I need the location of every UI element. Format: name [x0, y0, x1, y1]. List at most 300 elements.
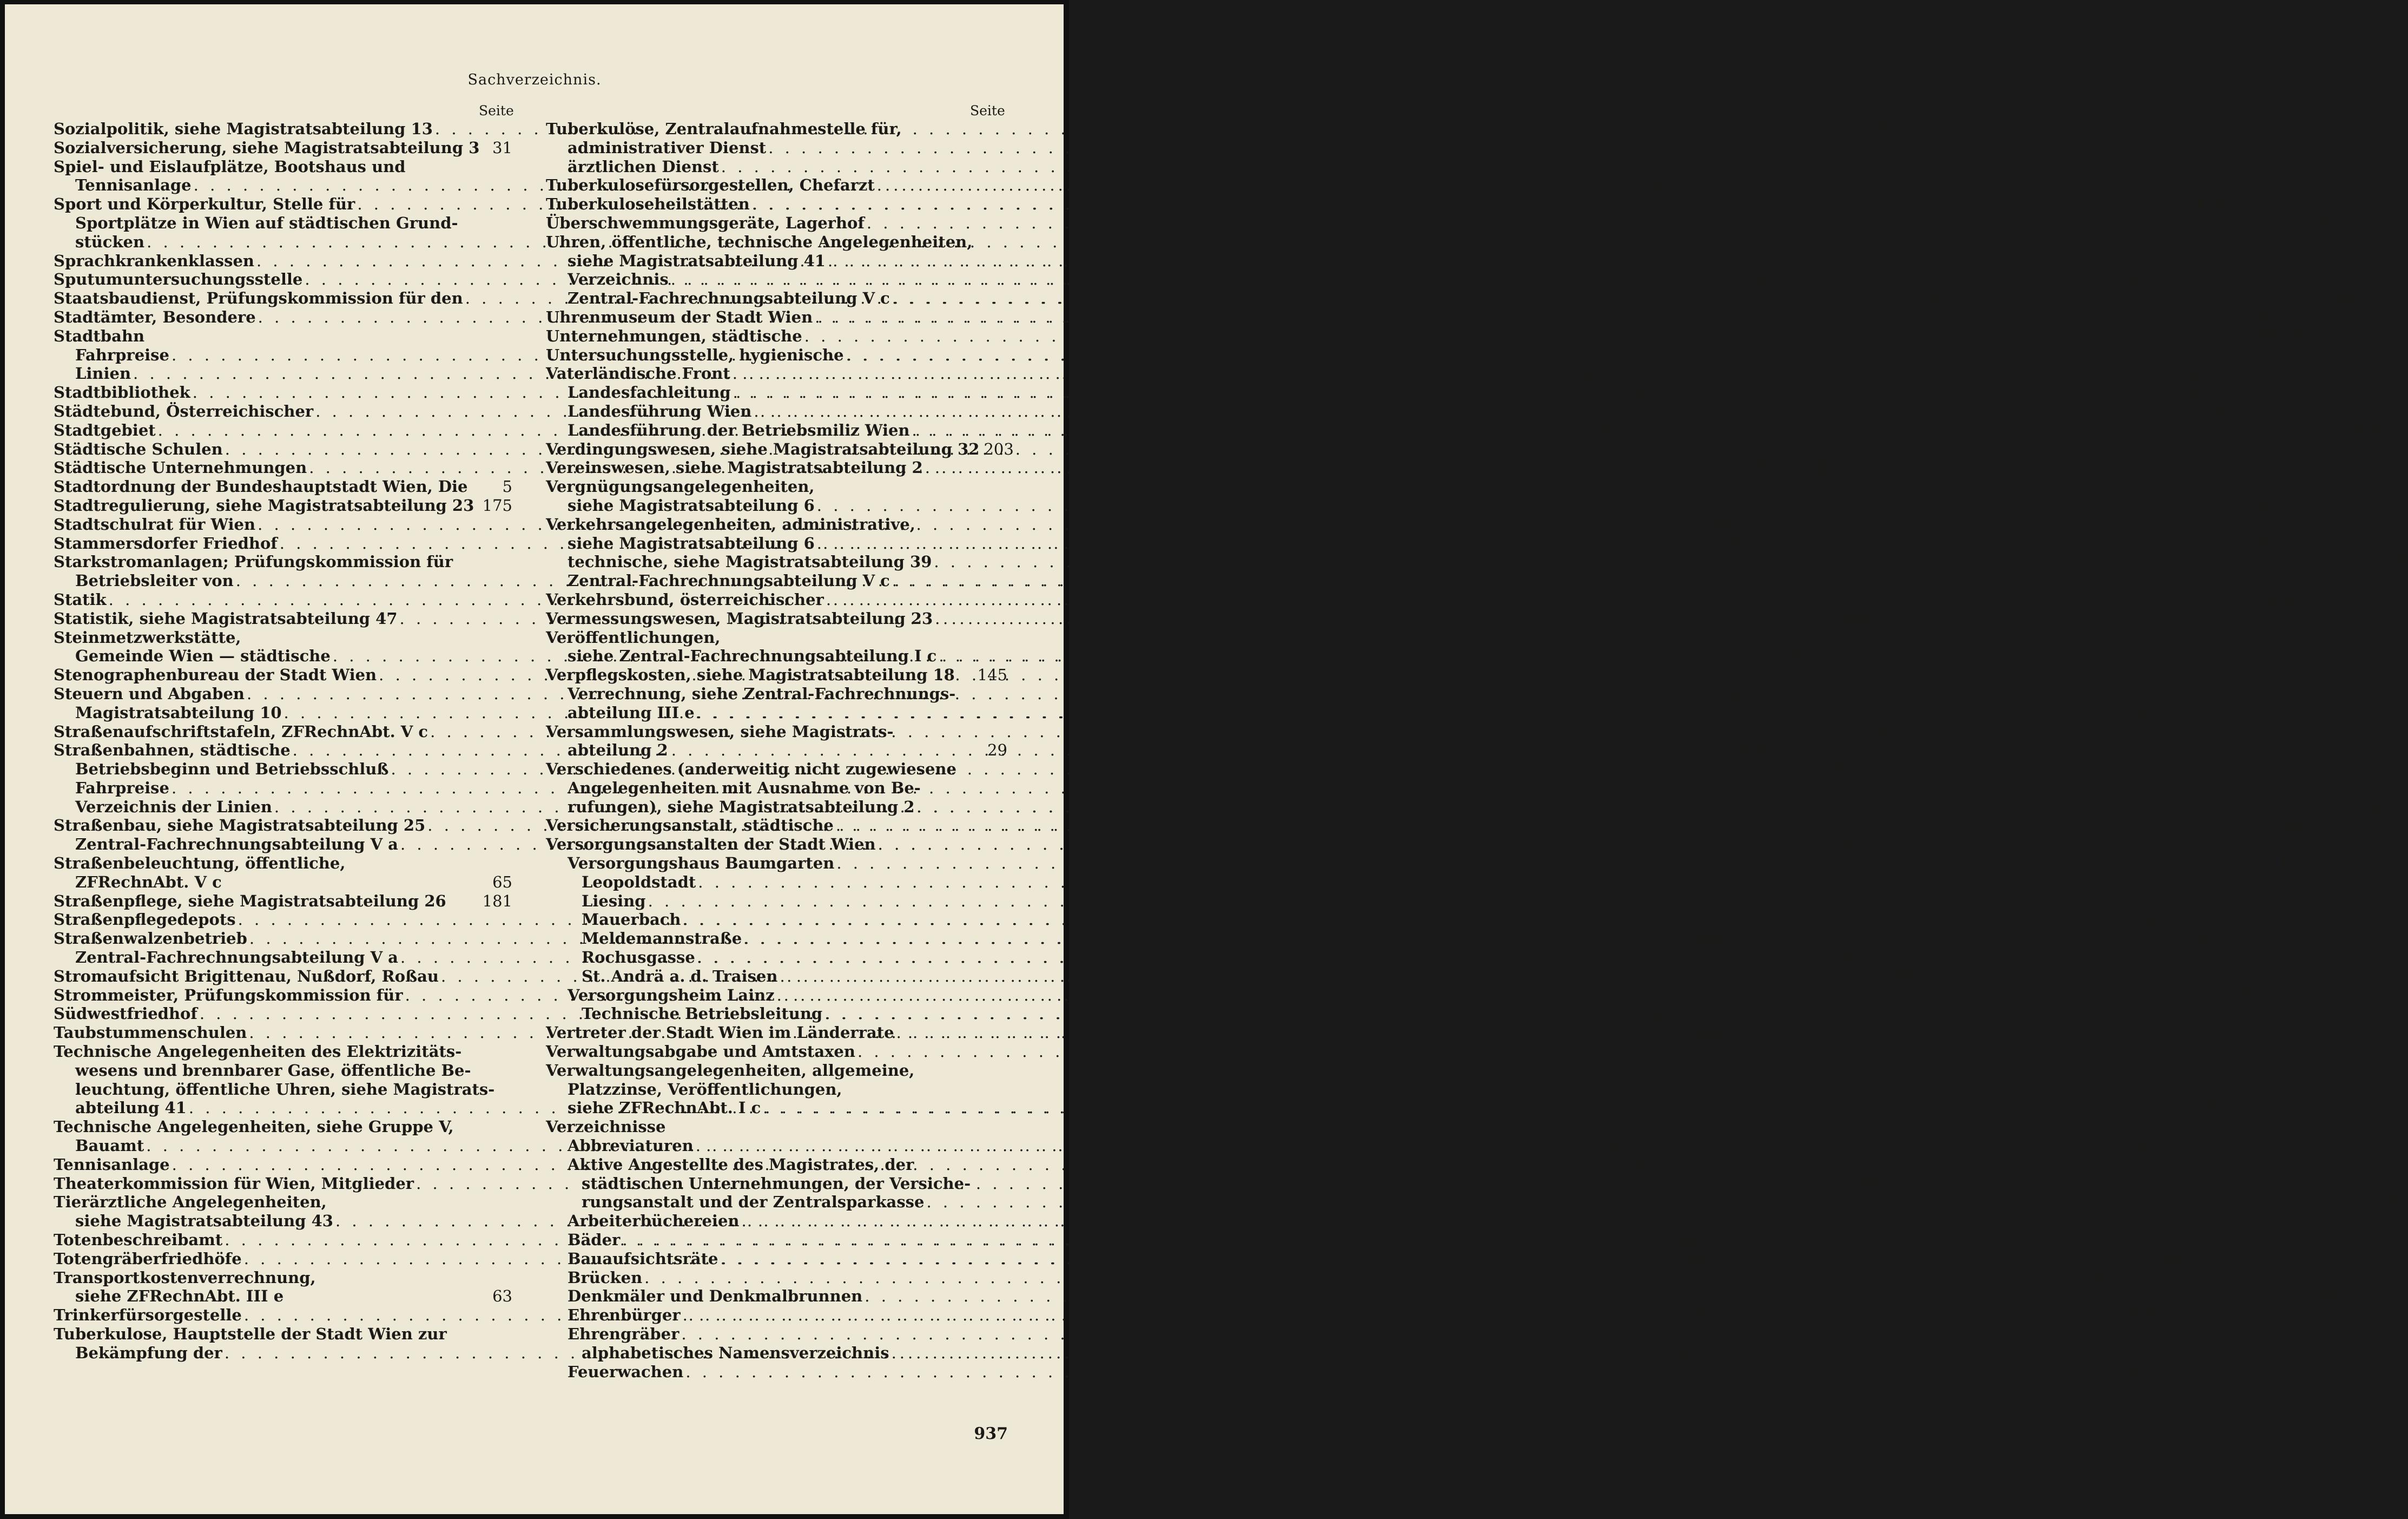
index-entry-label: Straßenwalzenbetrieb: [54, 929, 247, 948]
index-entry-label: Leopoldstadt: [582, 872, 696, 891]
index-entry-page: 315: [1717, 797, 1747, 816]
index-entry-page: 250: [2184, 1212, 2215, 1231]
index-entry-label: Straßenpflege, siehe Magistratsabteilung 26: [54, 891, 446, 910]
index-entry-label: technische, siehe Magistratsabteilung 39: [568, 553, 932, 571]
index-entry-page: 151, 157: [1589, 232, 1660, 251]
dot-leader: [910, 421, 2353, 440]
index-entry-label: Sputumuntersuchungsstelle: [54, 270, 303, 289]
index-entry-label: Stammersdorfer Friedhof: [54, 534, 278, 553]
index-entry-page: 21: [1822, 666, 1842, 685]
index-entry-label: Verwaltungsangelegenheiten, allgemeine,: [546, 1061, 915, 1080]
dot-leader: [731, 383, 2174, 402]
index-entry-page: 121: [2187, 929, 2217, 948]
index-entry-label: Verrechnung, siehe Zentral-Fachrechnungs-: [568, 684, 956, 703]
dot-leader: [761, 1099, 2204, 1117]
index-entry: [546, 891, 2121, 911]
index-entry: [54, 1193, 512, 1212]
index-entry-label: Meldemannstraße: [582, 929, 742, 948]
index-entry-label: Sozialversicherung, siehe Magistratsabteilung 3: [54, 138, 480, 157]
index-entry: [546, 741, 1007, 760]
index-entry-label: Denkmäler und Denkmalbrunnen: [568, 1287, 863, 1306]
index-entry-page: 249: [1842, 609, 1873, 628]
index-entry-page: 155: [1687, 1306, 1717, 1325]
index-entry: [54, 496, 512, 515]
column-header-right: Seite: [970, 103, 1005, 119]
index-entry: [546, 1193, 2400, 1212]
dot-leader: [890, 571, 2333, 590]
index-entry: [546, 120, 1007, 139]
index-entry-label: Linien: [75, 364, 131, 383]
index-entry-page: 231: [2271, 251, 2301, 270]
dot-leader: [742, 929, 2185, 948]
index-entry: [54, 157, 512, 176]
index-entry-page: 57: [2206, 1099, 2226, 1117]
index-entry-page: 153: [1667, 1343, 1698, 1362]
dot-leader: [718, 1250, 2161, 1268]
index-entry-label: Verkehrsbund, österreichischer: [546, 590, 824, 609]
index-entry-page: 197: [2310, 213, 2340, 232]
dot-leader: [822, 1004, 2265, 1023]
index-entry-label: Stadtgebiet: [54, 420, 156, 439]
index-entry-page: 163: [1642, 1004, 1673, 1023]
index-entry-label: Bäder: [568, 1231, 621, 1250]
index-entry-label: abteilung III e: [568, 703, 695, 722]
index-entry-label: Verpflegskosten, siehe Magistratsabteilung 18: [546, 666, 955, 685]
index-entry-label: Überschwemmungsgeräte, Lagerhof: [546, 213, 865, 232]
index-entry-page: 217: [2065, 1231, 2095, 1250]
index-entry: [54, 628, 512, 647]
index-entry-label: Versammlungswesen, siehe Magistrats-: [546, 722, 894, 741]
index-entry-label: ZFRechnAbt. V c: [75, 872, 222, 891]
index-entry-label: Stadtbibliothek: [54, 383, 190, 402]
index-entry-label: Stromaufsicht Brigittenau, Nußdorf, Roßau: [54, 966, 439, 985]
dot-leader: [730, 364, 2173, 383]
index-entry-label: Stadtbahn: [54, 326, 145, 345]
dot-leader: [813, 308, 2255, 327]
index-entry-label: Vaterländische Front: [546, 364, 730, 383]
index-entry-page: 165: [1776, 647, 1806, 666]
index-entry-page: 119: [2219, 985, 2250, 1004]
index-entry: [54, 1061, 512, 1080]
index-entry: [54, 139, 512, 157]
index-entry-page: 509: [2124, 1325, 2154, 1343]
dot-leader: [876, 835, 2319, 854]
index-entry-label: abteilung 41: [75, 1099, 187, 1117]
index-entry: [546, 779, 1007, 798]
index-entry-page: 173: [1589, 1136, 1619, 1155]
dot-leader: [826, 252, 2268, 271]
index-entry-label: Zentral-Fachrechnungsabteilung V a: [75, 835, 398, 854]
index-entry-page: 308: [1735, 741, 1766, 760]
index-entry-label: Vermessungswesen, Magistratsabteilung 23: [546, 609, 933, 628]
index-entry-page: 553: [2300, 1042, 2331, 1061]
index-entry-page: 537: [1600, 420, 1631, 439]
index-entry-page: 65: [1873, 722, 1894, 741]
index-entry-page: 237: [1778, 1212, 1809, 1231]
dot-leader: [923, 458, 2366, 477]
index-entry: [546, 685, 1007, 703]
index-entry: [546, 666, 1007, 685]
index-entry-page: 121: [2279, 854, 2310, 873]
index-entry: [546, 628, 1007, 647]
dot-leader: [802, 327, 2245, 346]
index-entry-label: Magistratsabteilung 10: [75, 703, 282, 722]
index-entry: [546, 1061, 1007, 1080]
scan-border-top: [0, 0, 1069, 4]
index-entry-page: 35: [2260, 496, 2280, 515]
index-entry-label: Sozialpolitik, siehe Magistratsabteilung 13: [54, 120, 433, 138]
index-entry: [546, 1117, 1007, 1136]
dot-leader: [862, 1287, 2305, 1306]
index-entry-page: 159: [1614, 1155, 1645, 1174]
index-entry-page: 35: [1859, 1174, 1879, 1193]
index-entry: [54, 1042, 512, 1061]
index-entry-page: 181: [1692, 929, 1723, 948]
index-entry-page: 123: [2090, 891, 2121, 910]
index-entry-page: 322: [1614, 345, 1645, 364]
index-entry-label: Bauamt: [75, 1136, 144, 1155]
index-entry-label: Rochusgasse: [582, 948, 695, 967]
index-entry-label: Zentral-Fachrechnungsabteilung V a: [75, 948, 398, 967]
index-entry-page: 173: [1908, 289, 1938, 308]
index-entry-page: 29: [2359, 797, 2380, 816]
index-entry: [546, 1174, 1007, 1193]
index-entry-page: 181: [482, 891, 512, 910]
index-entry-page: 123: [2222, 966, 2253, 985]
index-entry-page: 73: [1726, 703, 1747, 722]
dot-leader: [620, 1231, 2063, 1250]
index-entry-label: Verwaltungsabgabe und Amtstaxen: [546, 1042, 855, 1061]
index-entry-label: Versicherungsanstalt, städtische: [546, 816, 834, 835]
index-entry-label: Betriebsbeginn und Betriebsschluß: [75, 760, 389, 779]
index-entry-label: Sport und Körperkultur, Stelle für: [54, 195, 355, 214]
index-entry: [54, 854, 512, 873]
dot-leader: [291, 741, 1733, 760]
index-entry-page: 65: [492, 872, 512, 891]
index-entry-label: Landesführung Wien: [568, 402, 752, 420]
dot-leader: [719, 157, 2162, 176]
dot-leader: [815, 496, 2258, 515]
index-entry: [546, 1080, 1007, 1099]
index-entry-label: Landesführung der Betriebsmiliz Wien: [568, 420, 910, 439]
index-entry-page: 635: [2269, 590, 2299, 609]
index-entry-label: siehe ZFRechnAbt. I c: [568, 1099, 761, 1117]
index-entry: [546, 872, 2171, 892]
index-entry-label: Uhren, öffentliche, technische Angelegenheiten,: [546, 232, 973, 251]
index-entry-page: 153: [2163, 157, 2194, 176]
index-entry: [54, 553, 512, 571]
index-entry-label: Straßenbau, siehe Magistratsabteilung 25: [54, 816, 426, 835]
index-entry-page: 31: [492, 138, 512, 157]
index-entry: [54, 1117, 512, 1136]
index-entry-page: 121: [2140, 948, 2171, 967]
index-entry-page: 153: [2320, 176, 2350, 195]
index-entry-label: siehe Magistratsabteilung 6: [568, 534, 815, 553]
index-entry-label: Steuern und Abgaben: [54, 684, 245, 703]
index-entry-label: Tierärztliche Angelegenheiten,: [54, 1193, 327, 1212]
index-entry: [546, 1268, 2117, 1287]
index-entry-page: 923: [1758, 402, 1789, 420]
index-entry-page: 43: [1635, 383, 1655, 402]
dot-leader: [855, 1042, 2298, 1061]
index-entry-label: Uhrenmuseum der Stadt Wien: [546, 307, 813, 326]
index-entry: [546, 1325, 2154, 1344]
index-entry: [546, 439, 1014, 459]
dot-leader: [844, 346, 2287, 365]
dot-leader: [936, 647, 2379, 666]
dot-leader: [815, 534, 2258, 553]
index-entry-label: Stenographenbureau der Stadt Wien: [54, 666, 377, 685]
index-entry-page: 5: [502, 477, 512, 496]
dot-leader: [766, 139, 2209, 157]
index-entry-page: 35: [2260, 534, 2280, 553]
index-entry-page: 63: [2139, 703, 2160, 722]
dot-leader: [824, 590, 2267, 609]
index-entry: [54, 1268, 512, 1287]
index-entry-page: 336: [2175, 364, 2206, 383]
index-entry-page: 183: [1680, 910, 1711, 929]
index-entry-label: Versorgungshaus Baumgarten: [568, 854, 835, 873]
index-entry: [546, 722, 1007, 741]
index-entry-page: 145: [977, 666, 1007, 685]
index-entry-label: Unternehmungen, städtische: [546, 326, 802, 345]
index-entry-page: 330: [2279, 816, 2309, 835]
index-entry: [546, 854, 2310, 873]
index-entry-page: 221: [1551, 590, 1582, 609]
index-entry-label: Trinkerfürsorgestelle: [54, 1306, 242, 1325]
index-entry-page: 63: [492, 1287, 512, 1306]
dot-leader: [642, 1268, 2085, 1287]
index-entry-label: siehe ZFRechnAbt. III e: [75, 1287, 284, 1306]
index-entry-label: Stadtregulierung, siehe Magistratsabteilung 23: [54, 496, 474, 515]
index-entry-page: 538: [2307, 1287, 2338, 1306]
scan-border-left: [0, 0, 5, 1519]
index-entry-label: Transportkostenverrechnung,: [54, 1268, 316, 1287]
index-entry-page: 157: [1800, 195, 1830, 214]
index-entry-page: 674: [2369, 1193, 2400, 1212]
dot-leader: [834, 854, 2277, 873]
index-entry-page: 163: [1722, 534, 1753, 553]
index-entry-label: Steinmetzwerkstätte,: [54, 628, 241, 647]
index-entry-label: Stadtschulrat für Wien: [54, 515, 256, 534]
index-entry: [54, 1325, 512, 1344]
index-entry-label: Straßenaufschriftstafeln, ZFRechnAbt. V c: [54, 722, 428, 741]
index-entry: [546, 496, 2280, 515]
index-entry-label: St. Andrä a. d. Traisen: [582, 966, 778, 985]
index-entry: [546, 1042, 2331, 1061]
dot-leader: [695, 703, 2137, 722]
index-entry: [546, 1287, 2338, 1306]
index-entry-label: Zentral-Fachrechnungsabteilung V c: [568, 289, 890, 308]
dot-leader: [777, 967, 2220, 986]
index-entry: [546, 326, 2323, 346]
index-entry-label: Untersuchungsstelle, hygienische: [546, 345, 844, 364]
dot-leader: [875, 176, 2318, 195]
index-entry-label: Verzeichnis der Linien: [75, 797, 272, 816]
index-entry-page: 925: [2138, 1136, 2169, 1155]
index-entry-page: 119: [2320, 835, 2351, 854]
index-entry-label: Städtische Schulen: [54, 439, 223, 458]
scan-border-bottom: [0, 1514, 1069, 1519]
index-entry-label: Tuberkulöse, Zentralaufnahmestelle für,: [546, 120, 902, 138]
index-entry-label: Arbeiterbüchereien: [568, 1212, 740, 1231]
index-entry-label: Straßenbahnen, städtische: [54, 741, 291, 760]
dot-leader: [669, 270, 2112, 289]
index-entry-label: Abbreviaturen: [568, 1136, 694, 1155]
index-entry: [546, 477, 1007, 496]
index-entry-label: Tennisanlage: [75, 176, 192, 195]
index-entry-label: Spiel- und Eislaufplätze, Bootshaus und: [54, 157, 406, 176]
index-entry-label: Stadtämter, Besondere: [54, 307, 256, 326]
index-entry: [54, 477, 512, 496]
index-entry-page: 65: [2335, 571, 2355, 590]
index-entry-label: wesens und brennbarer Gase, öffentliche Be-: [75, 1061, 471, 1080]
column-header-left: Seite: [479, 103, 514, 119]
index-entry-page: 155: [2288, 345, 2319, 364]
index-entry: [546, 1155, 1007, 1174]
index-entry-label: Städtebund, Österreichischer: [54, 402, 314, 420]
dot-leader: [695, 948, 2138, 967]
index-entry-label: alphabetisches Namensverzeichnis: [582, 1343, 889, 1362]
index-entry-label: abteilung 2: [568, 741, 668, 760]
index-entry-label: Vergnügungsangelegenheiten,: [546, 477, 815, 496]
index-entry-page: 87: [1878, 120, 1898, 138]
dot-leader: [924, 1193, 2367, 1212]
index-entry-page: 229: [2377, 553, 2407, 571]
index-entry-label: Strommeister, Prüfungskommission für: [54, 985, 403, 1004]
dot-leader: [865, 214, 2307, 233]
index-entry-label: Staatsbaudienst, Prüfungskommission für den: [54, 289, 463, 308]
index-entry-label: Versorgungsheim Lainz: [568, 985, 775, 1004]
index-entry-label: Städtische Unternehmungen: [54, 458, 307, 477]
index-entry-label: Verzeichnis: [568, 270, 669, 289]
index-entry-label: Straßenbeleuchtung, öffentliche,: [54, 854, 346, 873]
index-entry: [54, 892, 512, 911]
index-entry-label: Mauerbach: [582, 910, 681, 929]
index-entry-label: Vertreter der Stadt Wien im Länderrate: [546, 1023, 894, 1042]
index-entry-label: rufungen), siehe Magistratsabteilung 2: [568, 797, 915, 816]
index-entry-label: Stadtordnung der Bundeshauptstadt Wien, Die: [54, 477, 468, 496]
index-entry: [546, 760, 1007, 779]
index-entry-page: 543: [2087, 1268, 2117, 1287]
index-entry-label: Starkstromanlagen; Prüfungskommission für: [54, 553, 453, 571]
index-entry-label: stücken: [75, 232, 145, 251]
dot-leader: [889, 1344, 2332, 1363]
dot-leader: [696, 873, 2139, 892]
index-entry-label: Tuberkulosefürsorgestellen, Chefarzt: [546, 176, 875, 195]
index-entry-label: siehe Magistratsabteilung 41: [568, 251, 826, 270]
index-entry-page: 522: [2334, 1343, 2365, 1362]
index-entry: [546, 1362, 2149, 1382]
index-entry-page: 251—255: [1700, 307, 1777, 326]
index-entry-page: 175: [1678, 571, 1709, 590]
index-entry-page: 29: [987, 741, 1007, 760]
index-entry-page: 231: [1632, 1099, 1662, 1117]
index-entry-page: 175: [482, 496, 512, 515]
index-entry-page: 57: [2381, 647, 2402, 666]
index-entry-label: Platzzinse, Veröffentlichungen,: [568, 1080, 842, 1099]
index-entry-label: Theaterkommission für Wien, Mitglieder: [54, 1174, 414, 1193]
dot-leader: [694, 1136, 2136, 1155]
index-entry: [546, 515, 1007, 534]
dot-leader: [933, 609, 2376, 628]
index-entry-page: 341: [1667, 439, 1698, 458]
index-entry-page: 283—328: [1752, 458, 1828, 477]
index-entry-label: Ehrengräber: [568, 1325, 679, 1343]
dot-leader: [679, 1325, 2122, 1344]
index-entry-label: Betriebsleiter von: [75, 571, 234, 590]
index-entry-page: 457: [1699, 251, 1730, 270]
index-entry-label: Tuberkuloseheilstätten: [546, 195, 750, 214]
index-entry-page: 322: [1614, 778, 1645, 797]
index-entry-label: Fahrpreise: [75, 778, 169, 797]
index-entry-label: Gemeinde Wien — städtische: [75, 647, 331, 666]
dot-leader: [751, 402, 2194, 421]
index-entry-page: 315: [1833, 760, 1864, 779]
index-entry-page: 159: [1636, 176, 1667, 195]
index-entry-page: 65: [1843, 835, 1864, 854]
index-entry-label: Verzeichnisse: [546, 1117, 666, 1136]
index-entry-label: Sportplätze in Wien auf städtischen Grund-: [75, 213, 458, 232]
index-entry-label: Tennisanlage: [54, 1155, 170, 1174]
index-entry-page: 175: [1848, 985, 1878, 1004]
index-entry-page: 175: [2378, 609, 2408, 628]
index-entry-page: 205: [2267, 1004, 2298, 1023]
index-entry-label: Verdingungswesen, siehe Magistratsabteilung 32: [546, 439, 980, 458]
index-entry-page: 163: [1686, 1249, 1717, 1268]
index-entry-label: Totenbeschreibamt: [54, 1231, 223, 1250]
index-entry-label: Vereinswesen, siehe Magistratsabteilung 2: [546, 458, 923, 477]
dot-leader: [834, 816, 2277, 835]
index-entry-page: 283—328: [2247, 326, 2323, 345]
index-entry-label: Zentral-Fachrechnungsabteilung V c: [568, 571, 890, 590]
index-entry-label: Feuerwachen: [568, 1362, 684, 1381]
index-entry: [54, 1287, 512, 1306]
index-entry-label: Totengräberfriedhöfe: [54, 1249, 242, 1268]
index-entry-page: 503: [2125, 1306, 2156, 1325]
index-entry-page: 179: [1870, 816, 1901, 835]
index-entry-page: 123: [2126, 910, 2156, 929]
index-entry-label: rungsanstalt und der Zentralsparkasse: [582, 1193, 925, 1212]
index-entry-page: 139: [2194, 195, 2225, 214]
index-entry-label: Landesfachleitung: [568, 383, 731, 402]
index-entry-label: Statik: [54, 590, 107, 609]
index-entry-page: 197: [1884, 966, 1914, 985]
dot-leader: [750, 195, 2193, 214]
index-entry: [546, 157, 2194, 176]
page-number: 937: [974, 1424, 1008, 1443]
index-entry: [54, 214, 512, 233]
index-entry-page: 336: [2354, 420, 2385, 439]
index-entry-label: Straßenpflegedepots: [54, 910, 236, 929]
index-entry-label: Angelegenheiten mit Ausnahme von Be-: [568, 778, 921, 797]
index-entry-page: 29: [2367, 458, 2388, 477]
index-entry-page: 547, 922: [1690, 684, 1760, 703]
index-entry-label: Aktive Angestellte des Magistrates, der: [568, 1155, 914, 1174]
index-entry-label: siehe Magistratsabteilung 6: [568, 496, 815, 515]
index-entry: [546, 553, 2407, 571]
index-entry-label: Bauaufsichtsräte: [568, 1249, 718, 1268]
index-entry: [54, 873, 512, 892]
index-entry-label: siehe Magistratsabteilung 43: [75, 1212, 333, 1231]
index-entry-page: 336: [2196, 402, 2227, 420]
index-entry-page: 321: [1576, 364, 1606, 383]
index-entry-page: 544: [2113, 270, 2144, 289]
index-entry-page: 145: [2211, 138, 2241, 157]
index-entry-label: Sprachkrankenklassen: [54, 251, 254, 270]
index-entry-page: 65: [1843, 948, 1864, 967]
index-entry-label: Bekämpfung der: [75, 1343, 222, 1362]
